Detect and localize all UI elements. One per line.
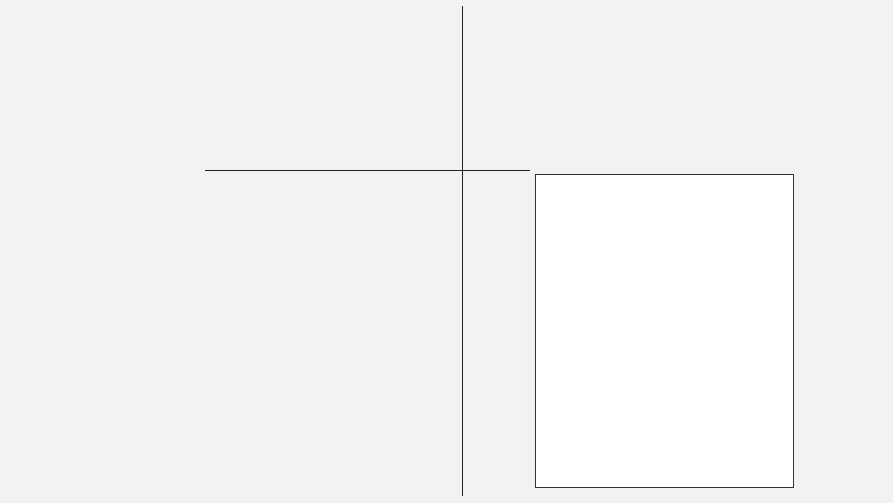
column-divider [462, 6, 463, 496]
section-divider [205, 170, 530, 171]
timeline-graphic [535, 174, 794, 488]
